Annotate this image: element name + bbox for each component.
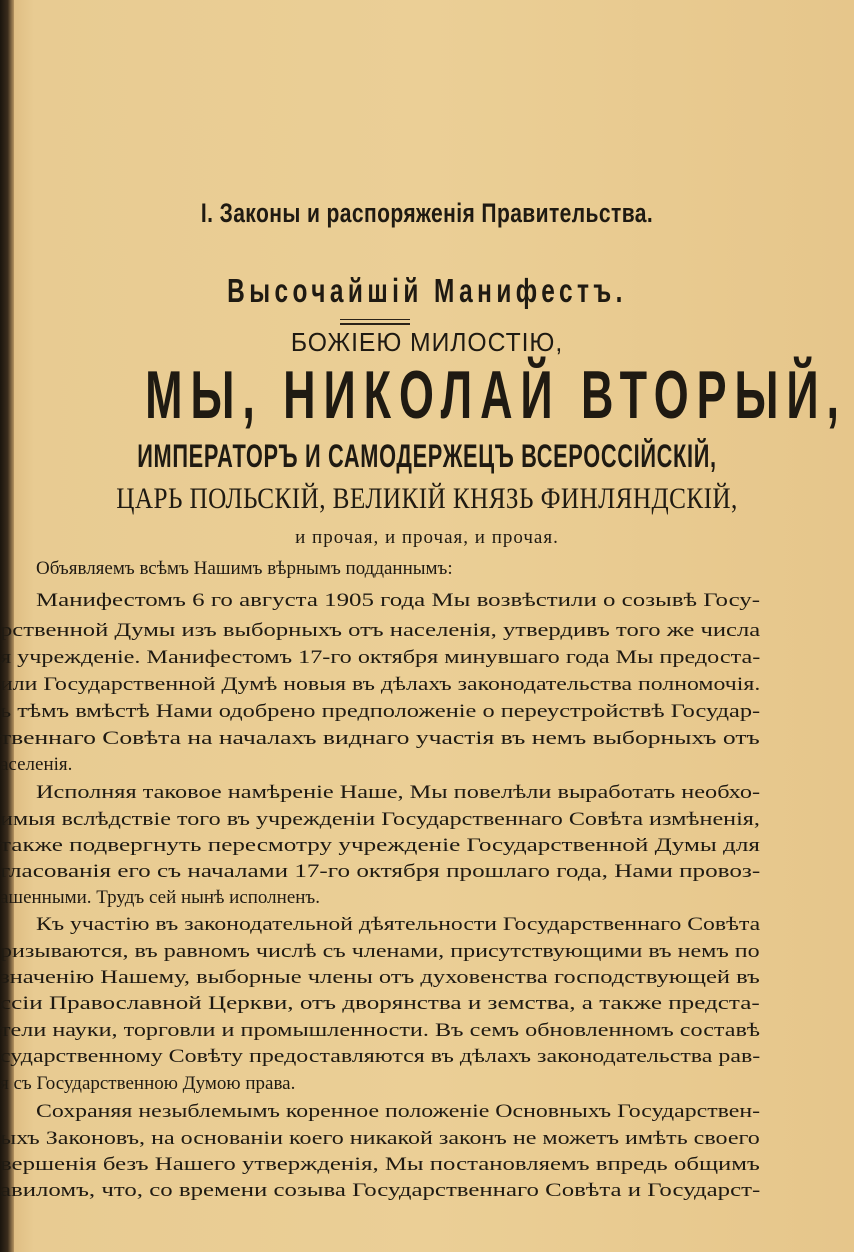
body-line: Исполняя таковое намѣреніе Наше, Мы повелѣли выработать необхо- xyxy=(36,782,761,803)
grace-line: БОЖІЕЮ МИЛОСТІЮ, xyxy=(290,327,564,357)
section-heading: I. Законы и распоряженія Правительства. xyxy=(200,198,654,228)
body-line: значенію Нашему, выборные члены отъ духовенства господствующей въ xyxy=(0,967,760,988)
body-line: также подвергнуть пересмотру учрежденіе Государственной Думы для xyxy=(0,835,760,856)
body-line: я съ Государственною Думою права. xyxy=(0,1073,296,1094)
body-line: тели науки, торговли и промышленности. Въ семъ обновленномъ составѣ xyxy=(0,1020,761,1041)
body-line: сударственному Совѣту предоставляются въ дѣлахъ законодательства рав- xyxy=(0,1046,761,1067)
we-line: МЫ, НИКОЛАЙ ВТОРЫЙ, xyxy=(145,357,847,433)
document-title: Высочайшій Манифестъ. xyxy=(227,272,627,309)
body-line: ь тѣмъ вмѣстѣ Нами одобрено предположеніе о переустройствѣ Государ- xyxy=(0,701,761,722)
body-line: или Государственной Думѣ новыя въ дѣлахъ законодательства полномочія. xyxy=(0,674,761,695)
body-line: Манифестомъ 6 го августа 1905 года Мы возвѣстили о созывѣ Госу- xyxy=(36,590,761,611)
emperor-line: ИМПЕРАТОРЪ И САМОДЕРЖЕЦЪ ВСЕРОССІЙСКІЙ, xyxy=(137,438,717,474)
body-line: рственной Думы изъ выборныхъ отъ населенія, утвердивъ того же числа xyxy=(0,620,761,641)
body-line: твеннаго Совѣта на началахъ виднаго участія въ немъ выборныхъ отъ xyxy=(0,728,760,749)
body-line: Къ участію въ законодательной дѣятельности Государственнаго Совѣта xyxy=(36,914,761,935)
body-line: гласованія его съ началами 17-го октября прошлаго года, Нами провоз- xyxy=(0,861,761,882)
body-line: авиломъ, что, со времени созыва Государственнаго Совѣта и Государст- xyxy=(0,1180,761,1201)
body-line: аселенія. xyxy=(0,754,73,775)
body-line: ссіи Православной Церкви, отъ дворянства и земства, а также предста- xyxy=(0,993,760,1014)
body-line: Объявляемъ всѣмъ Нашимъ вѣрнымъ подданнымъ: xyxy=(36,558,453,579)
title-rule-top xyxy=(340,319,410,320)
body-line: я учрежденіе. Манифестомъ 17-го октября минувшаго года Мы предоста- xyxy=(0,647,761,668)
body-line: ыхъ Законовъ, на основаніи коего никакой законъ не можетъ имѣть своего xyxy=(0,1128,760,1149)
body-line: Сохраняя незыблемымъ коренное положеніе Основныхъ Государствен- xyxy=(36,1101,761,1122)
body-line: ризываются, въ равномъ числѣ съ членами, присутствующими въ немъ по xyxy=(0,941,760,962)
tsar-line: ЦАРЬ ПОЛЬСКІЙ, ВЕЛИКІЙ КНЯЗЬ ФИНЛЯНДСКІЙ, xyxy=(116,482,738,515)
etc-line: и прочая, и прочая, и прочая. xyxy=(295,527,559,548)
title-rule-bottom xyxy=(340,323,410,325)
body-line: вершенія безъ Нашего утвержденія, Мы постановляемъ впредь общимъ xyxy=(0,1154,760,1175)
body-line: имыя вслѣдствіе того въ учрежденіи Государственнаго Совѣта измѣненія, xyxy=(0,809,760,830)
body-line: ашенными. Трудъ сей нынѣ исполненъ. xyxy=(0,887,320,908)
